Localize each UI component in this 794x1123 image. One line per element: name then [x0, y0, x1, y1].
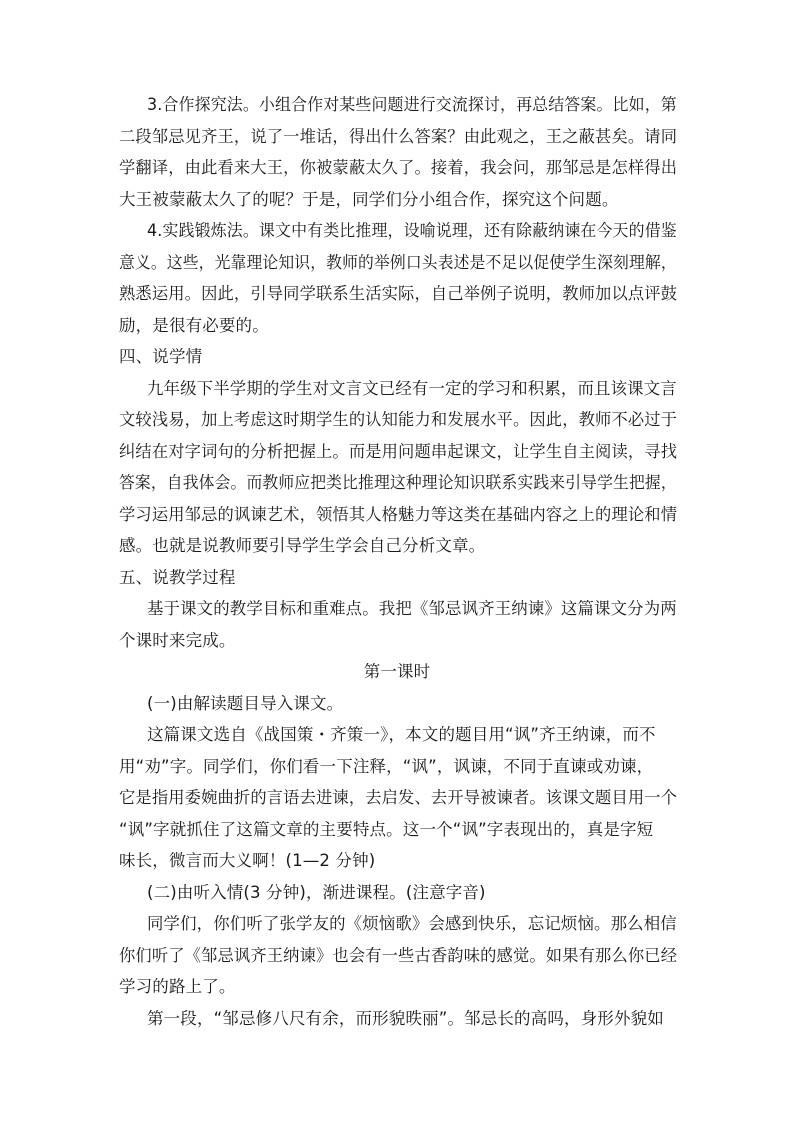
lesson-title: 第一课时: [363, 662, 431, 681]
paragraph-line: 学习运用邹忌的讽谏艺术，领悟其人格魅力等这类在基础内容之上的理论和情: [119, 505, 678, 524]
section-heading: 五、说教学过程: [119, 568, 236, 587]
paragraph-line: 用“劝”字。同学们，你们看一下注释，“讽”，讽谏，不同于直谏或劝谏，: [119, 757, 654, 776]
paragraph-line: 意义。这些，光靠理论知识，教师的举例口头表述是不足以促使学生深刻理解，: [119, 253, 677, 272]
paragraph-line: 大王被蒙蔽太久了的呢？于是，同学们分小组合作，探究这个问题。: [119, 190, 619, 209]
paragraph-line: 第一段，“邹忌修八尺有余，而形貌昳丽”。邹忌长的高吗，身形外貌如: [147, 1009, 664, 1028]
paragraph-line: 熟悉运用。因此，引导同学联系生活实际，自己举例子说明，教师加以点评鼓: [119, 284, 678, 303]
paragraph-line: 味长，微言而大义啊！(1—2 分钟): [119, 851, 376, 870]
paragraph-line: 感。也就是说教师要引导学生学会自己分析文章。: [119, 536, 486, 555]
paragraph-line: 九年级下半学期的学生对文言文已经有一定的学习和积累，而且该课文言: [147, 379, 677, 398]
paragraph-line: “讽”字就抓住了这篇文章的主要特点。这一个“讽”字表现出的，真是字短: [119, 820, 654, 839]
paragraph-line: 学翻译，由此看来大王，你被蒙蔽太久了。接着，我会问，那邹忌是怎样得出: [119, 158, 678, 177]
subsection-heading: (一)由解读题目导入课文。: [147, 694, 344, 713]
paragraph-line: 这篇课文选自《战国策・齐策一》，本文的题目用“讽”齐王纳谏，而不: [147, 725, 656, 744]
paragraph-line: 3.合作探究法。小组合作对某些问题进行交流探讨，再总结答案。比如，第: [147, 95, 677, 114]
paragraph-line: 它是指用委婉曲折的言语去进谏，去启发、去开导被谏者。该课文题目用一个: [119, 788, 678, 807]
paragraph-line: 励，是很有必要的。: [119, 316, 269, 335]
paragraph-line: 二段邹忌见齐王，说了一堆话，得出什么答案？由此观之，王之蔽甚矣。请同: [119, 127, 678, 146]
paragraph-line: 纠结在对字词句的分析把握上。而是用问题串起课文，让学生自主阅读，寻找: [119, 442, 678, 461]
subsection-heading: (二)由听入情(3 分钟)，渐进课程。(注意字音): [147, 883, 486, 902]
paragraph-line: 学习的路上了。: [119, 977, 236, 996]
paragraph-line: 基于课文的教学目标和重难点。我把《邹忌讽齐王纳谏》这篇课文分为两: [147, 599, 677, 618]
paragraph-line: 文较浅易，加上考虑这时期学生的认知能力和发展水平。因此，教师不必过于: [119, 410, 678, 429]
paragraph-line: 同学们，你们听了张学友的《烦恼歌》会感到快乐，忘记烦恼。那么相信: [147, 914, 677, 933]
paragraph-line: 4.实践锻炼法。课文中有类比推理，设喻说理，还有除蔽纳谏在今天的借鉴: [147, 221, 677, 240]
paragraph-line: 答案，自我体会。而教师应把类比推理这种理论知识联系实践来引导学生把握，: [119, 473, 677, 492]
paragraph-line: 你们听了《邹忌讽齐王纳谏》也会有一些古香韵味的感觉。如果有那么你已经: [119, 946, 678, 965]
paragraph-line: 个课时来完成。: [119, 631, 236, 650]
section-heading: 四、说学情: [119, 347, 203, 366]
